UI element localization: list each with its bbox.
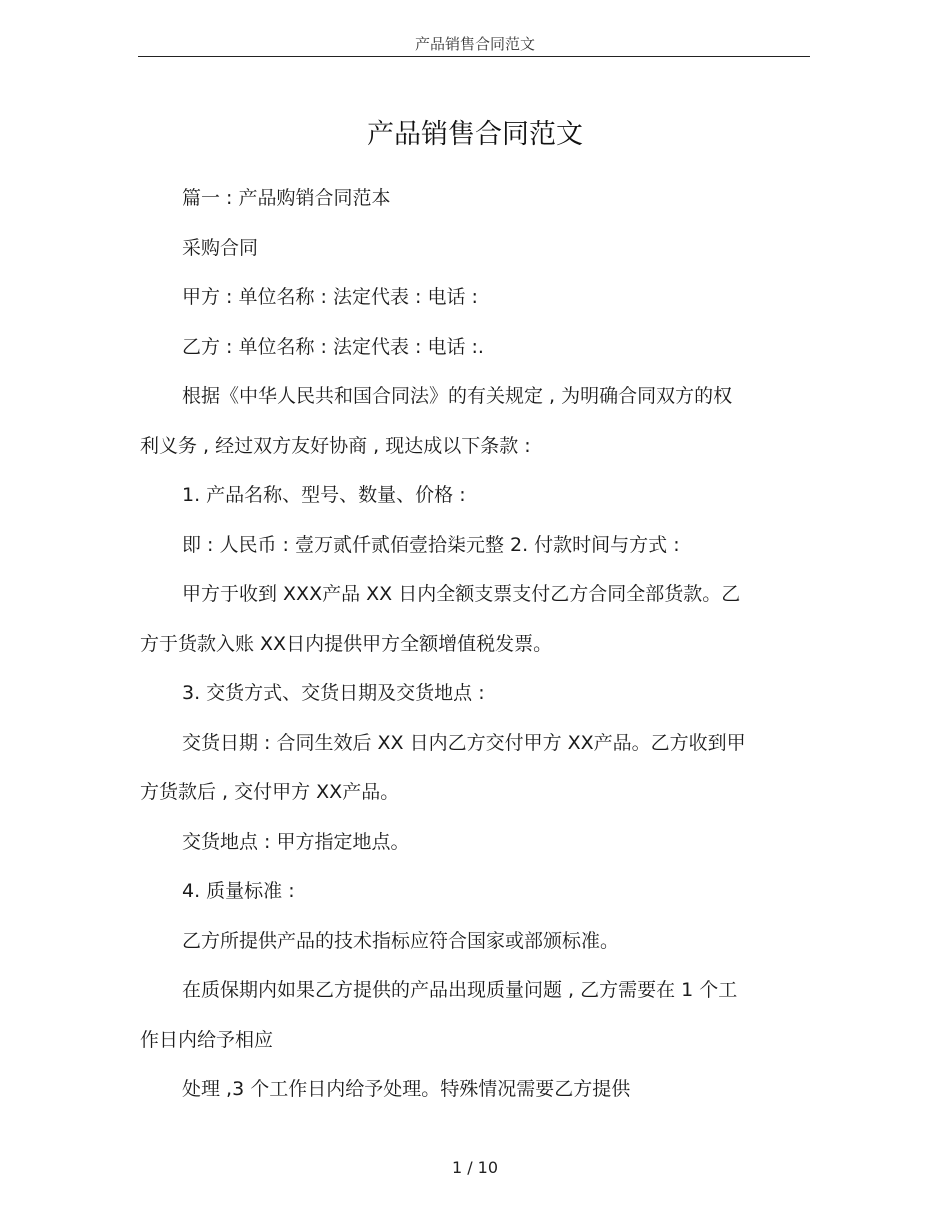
line-clause-1: 1. 产品名称、型号、数量、价格 : (182, 484, 466, 506)
line-preamble-1: 根据《中华人民共和国合同法》的有关规定 , 为明确合同双方的权 (182, 385, 733, 407)
line-warranty-2: 作日内给予相应 (140, 1028, 274, 1051)
line-section-heading: 篇一 : 产品购销合同范本 (182, 187, 391, 209)
line-payment-1: 甲方于收到 XXX产品 XX 日内全额支票支付乙方合同全部货款。乙 (182, 583, 741, 605)
line-contract-type: 采购合同 (182, 236, 259, 259)
line-preamble-2: 利义务 , 经过双方友好协商 , 现达成以下条款 : (140, 434, 531, 457)
line-quality-standard: 乙方所提供产品的技术指标应符合国家或部颁标准。 (182, 929, 620, 952)
line-delivery-date-1: 交货日期 : 合同生效后 XX 日内乙方交付甲方 XX产品。乙方收到甲 (182, 731, 746, 754)
header-divider (138, 56, 810, 57)
line-price-and-clause-2: 即 : 人民币 : 壹万贰仟贰佰壹拾柒元整 2. 付款时间与方式 : (182, 533, 680, 556)
line-delivery-place: 交货地点 : 甲方指定地点。 (182, 830, 410, 853)
line-handling: 处理 ,3 个工作日内给予处理。特殊情况需要乙方提供 (182, 1078, 631, 1100)
line-clause-3: 3. 交货方式、交货日期及交货地点 : (182, 682, 485, 704)
document-body (140, 174, 810, 1115)
line-payment-2: 方于货款入账 XX日内提供甲方全额增值税发票。 (140, 632, 553, 655)
line-party-b: 乙方 : 单位名称 : 法定代表 : 电话 :. (182, 335, 484, 358)
document-title: 产品销售合同范文 (367, 119, 583, 150)
line-warranty-1: 在质保期内如果乙方提供的产品出现质量问题 , 乙方需要在 1 个工 (182, 979, 738, 1001)
running-header: 产品销售合同范文 (414, 35, 535, 53)
line-delivery-date-2: 方货款后 , 交付甲方 XX产品。 (140, 781, 400, 803)
page-number: 1 / 10 (451, 1158, 499, 1177)
line-party-a: 甲方 : 单位名称 : 法定代表 : 电话 : (182, 286, 478, 308)
line-clause-4: 4. 质量标准 : (182, 880, 295, 902)
